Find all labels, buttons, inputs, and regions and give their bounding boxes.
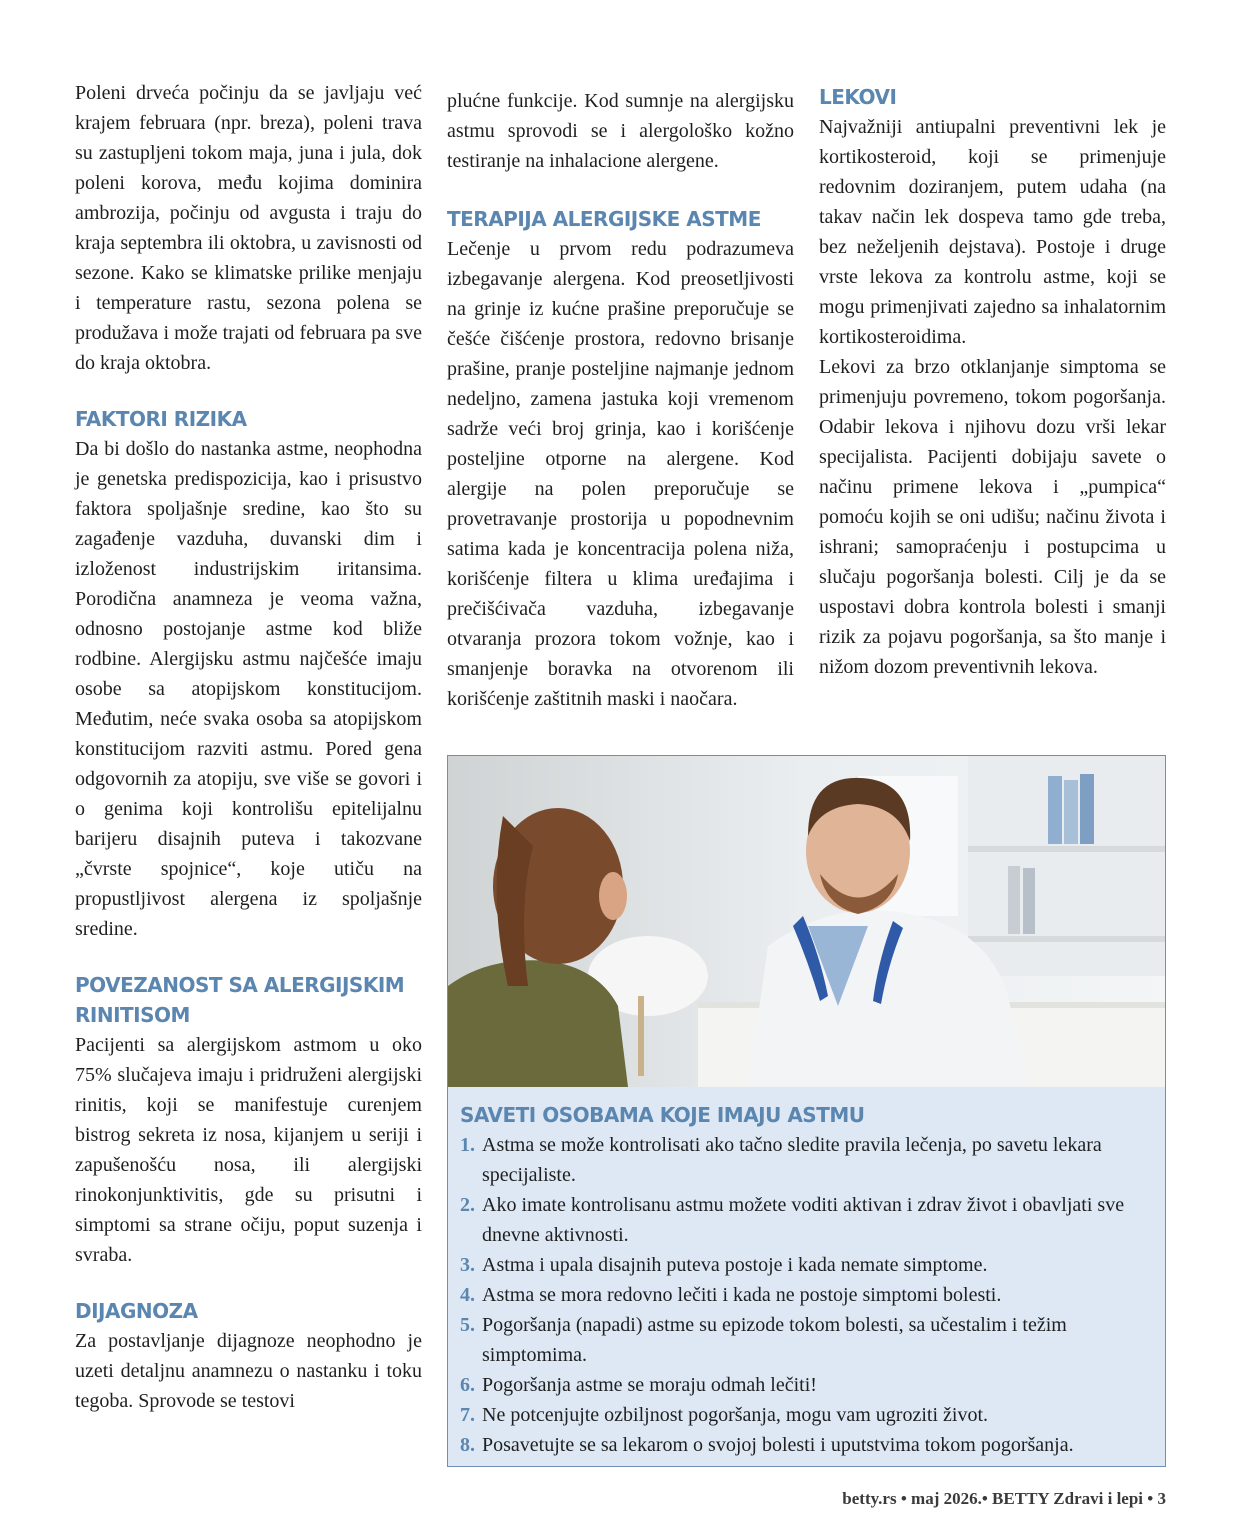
tip-number: 8. xyxy=(460,1434,475,1456)
tip-number: 4. xyxy=(460,1284,475,1306)
tips-list xyxy=(460,1130,1150,1460)
lekovi-paragraph-2: Lekovi za brzo otklanjanje simptoma se primenjuju povremeno, tokom pogoršanja. Odabir lekova i njihovu dozu vrši lekar specijalista. Pacijenti dobijaju savete o načinu primene lekova i „pumpica“ pomoću kojih se oni udišu; načinu života i ishrani; samopraćenju i postupcima u slučaju pogoršanja bolesti. Cilj je da se uspostavi dobra kontrola bolesti i smanji rizik za pojavu pogoršanja, sa što manje i nižom dozom preventivnih lekova. xyxy=(819,356,1166,678)
column-3 xyxy=(819,112,1166,682)
tip-item xyxy=(460,1130,1150,1190)
povezanost-heading: POVEZANOST SA ALERGIJSKIM RINITISOM xyxy=(75,973,405,1027)
tip-item xyxy=(460,1430,1150,1460)
intro-paragraph: Poleni drveća počinju da se javljaju već krajem februara (npr. breza), poleni trava su zastupljeni tokom maja, juna i jula, dok poleni korova, među kojima dominira ambrozija, počinju od avgusta i traju do kraja septembra ili oktobra, u zavisnosti od sezone. Kako se klimatske prilike menjaju i temperature rastu, sezona polena se produžava i može trajati od februara pa sve do kraja oktobra. xyxy=(75,82,422,374)
tips-heading: SAVETI OSOBAMA KOJE IMAJU ASTMU xyxy=(460,1103,865,1127)
tip-text: Posavetujte se sa lekarom o svojoj bolesti i uputstvima tokom pogoršanja. xyxy=(482,1434,1074,1456)
tip-item xyxy=(460,1310,1150,1370)
tip-number: 3. xyxy=(460,1254,475,1276)
tip-item xyxy=(460,1250,1150,1280)
tip-text: Pogoršanja astme se moraju odmah lečiti! xyxy=(482,1374,817,1396)
continuation-paragraph: plućne funkcije. Kod sumnje na alergijsku astmu sprovodi se i alergološko kožno testiranje na inhalacione alergene. xyxy=(447,90,794,172)
tip-item xyxy=(460,1280,1150,1310)
tips-box xyxy=(447,755,1166,1467)
page-footer: betty.rs • maj 2026.• BETTY Zdravi i lepi • 3 xyxy=(842,1489,1166,1508)
tip-item xyxy=(460,1190,1150,1250)
tip-item xyxy=(460,1400,1150,1430)
tip-number: 2. xyxy=(460,1194,475,1216)
tip-text: Ako imate kontrolisanu astmu možete voditi aktivan i zdrav život i obavljati sve dnevne aktivnosti. xyxy=(482,1194,1125,1246)
tip-text: Ne potcenjujte ozbiljnost pogoršanja, mogu vam ugroziti život. xyxy=(482,1404,989,1426)
dijagnoza-heading: DIJAGNOZA xyxy=(75,1299,198,1323)
tip-text: Pogoršanja (napadi) astme su epizode tokom bolesti, sa učestalim i težim simptomima. xyxy=(482,1314,1067,1366)
tip-number: 1. xyxy=(460,1134,475,1156)
dijagnoza-paragraph: Za postavljanje dijagnoze neophodno je uzeti detaljnu anamnezu o nastanku i toku tegoba. Sprovode se testovi xyxy=(75,1330,422,1412)
povezanost-paragraph: Pacijenti sa alergijskom astmom u oko 75% slučajeva imaju i pridruženi alergijski rinitis, koji se manifestuje curenjem bistrog sekreta iz nosa, kijanjem u seriji i zapušenošću nosa, ili alergijski rinokonjunktivitis, gde su prisutni i simptomi sa strane očiju, poput suzenja i svraba. xyxy=(75,1034,422,1266)
tip-text: Astma i upala disajnih puteva postoje i kada nemate simptome. xyxy=(482,1254,988,1276)
column-1 xyxy=(75,78,422,1416)
faktori-rizika-heading: FAKTORI RIZIKA xyxy=(75,407,247,431)
tip-number: 5. xyxy=(460,1314,475,1336)
terapija-paragraph: Lečenje u prvom redu podrazumeva izbegavanje alergena. Kod preosetljivosti na grinje iz kućne prašine preporučuje se češće čišćenje prostora, redovno brisanje prašine, pranje posteljine najmanje jednom nedeljno, zamena jastuka koji vremenom sadrže veći broj grinja, kao i korišćenje posteljine otporne na alergene. Kod alergije na polen preporučuje se provetravanje prostorija u popodnevnim satima kada je koncentracija polena niža, korišćenje filtera u klima uređajima i prečišćivača vazduha, izbegavanje otvaranja prozora tokom vožnje, kao i smanjenje boravka na otvorenom ili korišćenje zaštitnih maski i naočara. xyxy=(447,238,794,710)
lekovi-heading: LEKOVI xyxy=(819,85,897,109)
terapija-heading: TERAPIJA ALERGIJSKE ASTME xyxy=(447,207,761,231)
tip-number: 7. xyxy=(460,1404,475,1426)
tip-text: Astma se može kontrolisati ako tačno sledite pravila lečenja, po savetu lekara specijaliste. xyxy=(482,1134,1102,1186)
column-2 xyxy=(447,86,794,714)
lekovi-paragraph-1: Najvažniji antiupalni preventivni lek je kortikosteroid, koji se primenjuje redovnim doziranjem, putem udaha (na takav način lek dospeva tamo gde treba, bez neželjenih dejstava). Postoje i druge vrste lekova za kontrolu astme, koji se mogu primenjivati zajedno sa inhalatornim kortikosteroidima. xyxy=(819,116,1166,348)
doctor-patient-photo xyxy=(448,756,1165,1087)
tip-number: 6. xyxy=(460,1374,475,1396)
tip-text: Astma se mora redovno lečiti i kada ne postoje simptomi bolesti. xyxy=(482,1284,1002,1306)
faktori-rizika-paragraph: Da bi došlo do nastanka astme, neophodna je genetska predispozicija, kao i prisustvo faktora spoljašnje sredine, kao što su zagađenje vazduha, duvanski dim i izloženost industrijskim iritansima. Porodična anamneza je veoma važna, odnosno postojanje astme kod bliže rodbine. Alergijsku astmu najčešće imaju osobe sa atopijskom konstitucijom. Međutim, neće svaka osoba sa atopijskom konstitucijom razviti astmu. Pored gena odgovornih za atopiju, sve više se govori i o genima koji kontrolišu epitelijalnu barijeru disajnih puteva i takozvane „čvrste spojnice“, koje utiču na propustljivost alergena iz spoljašnje sredine. xyxy=(75,438,422,940)
tip-item xyxy=(460,1370,1150,1400)
